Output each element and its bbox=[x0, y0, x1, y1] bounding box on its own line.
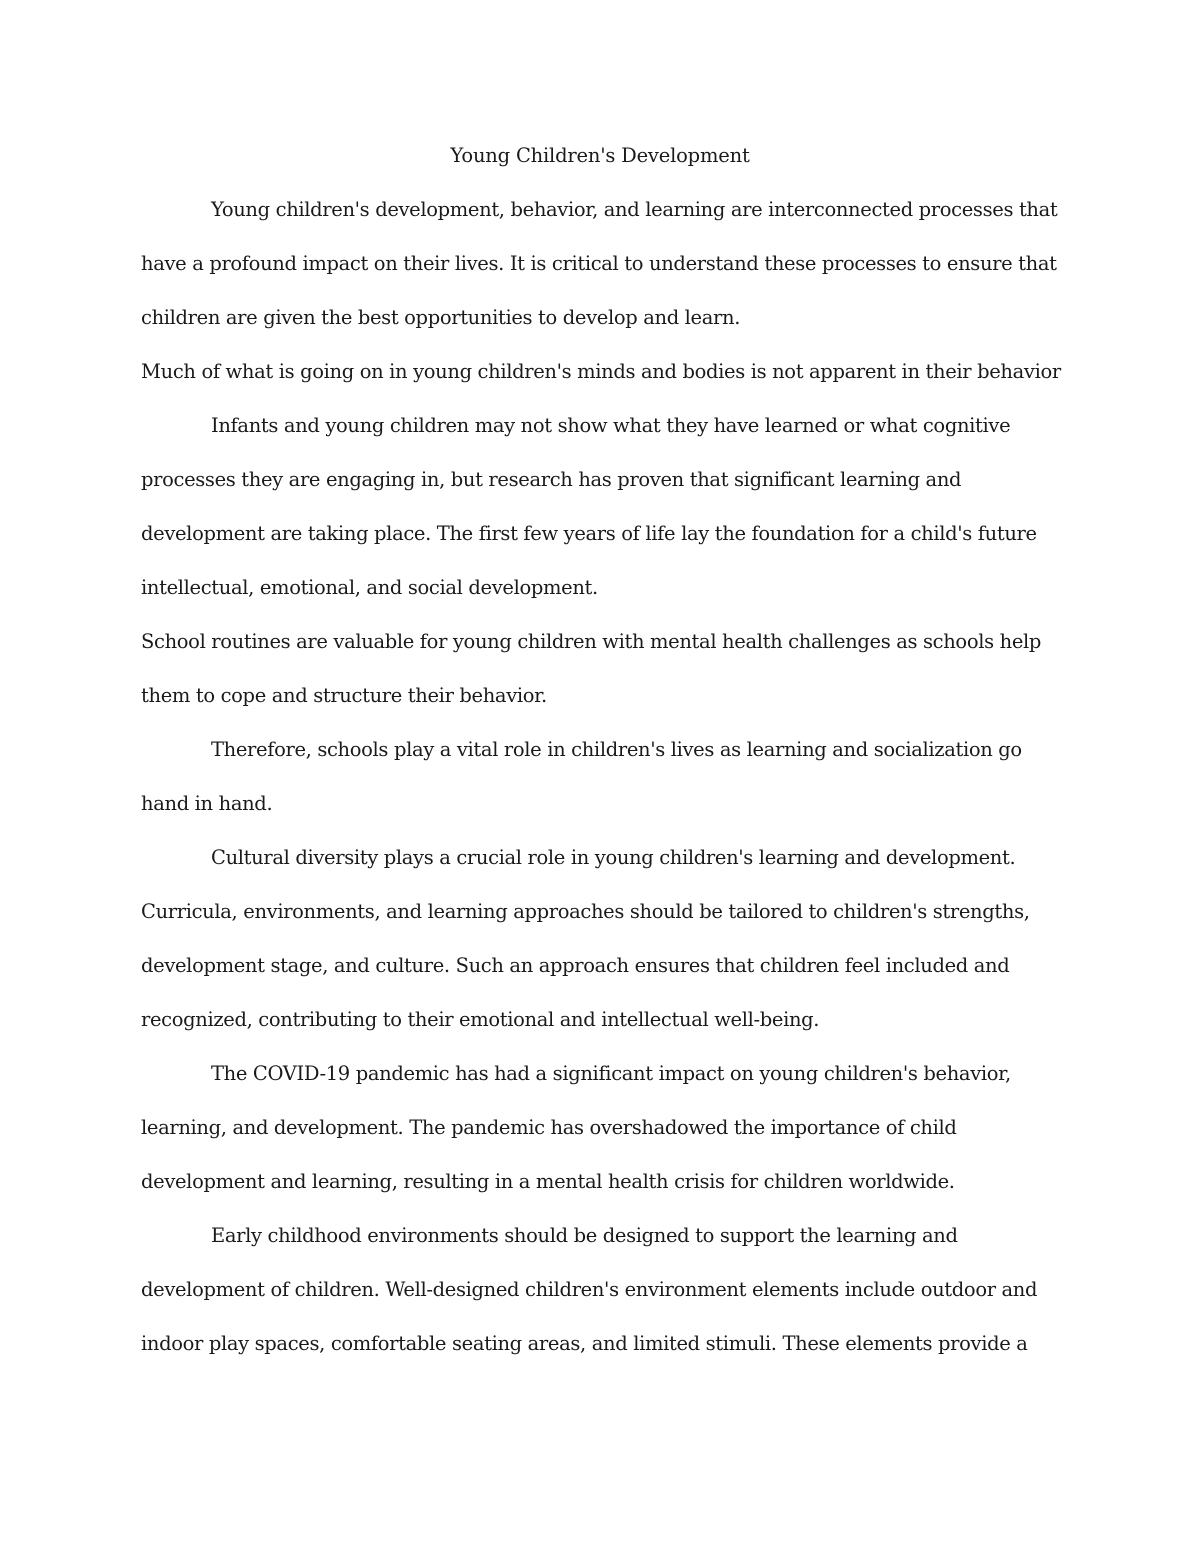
paragraph-3-line-4: intellectual, emotional, and social development. bbox=[141, 576, 598, 599]
paragraph-3-line-2: processes they are engaging in, but research has proven that significant learning and bbox=[141, 468, 962, 491]
paragraph-6-line-1: Cultural diversity plays a crucial role in young children's learning and development. bbox=[211, 846, 1016, 869]
paragraph-7-line-1: The COVID-19 pandemic has had a significant impact on young children's behavior, bbox=[211, 1062, 1011, 1085]
paragraph-8-line-3: indoor play spaces, comfortable seating areas, and limited stimuli. These elements provide a bbox=[141, 1332, 1028, 1355]
paragraph-8-line-1: Early childhood environments should be designed to support the learning and bbox=[211, 1224, 958, 1247]
paragraph-6-line-2: Curricula, environments, and learning approaches should be tailored to children's strengths, bbox=[141, 900, 1030, 923]
document-title: Young Children's Development bbox=[450, 144, 750, 167]
paragraph-5-line-2: hand in hand. bbox=[141, 792, 273, 815]
paragraph-1-line-3: children are given the best opportunities to develop and learn. bbox=[141, 306, 741, 329]
paragraph-4-line-2: them to cope and structure their behavior. bbox=[141, 684, 547, 707]
paragraph-7-line-2: learning, and development. The pandemic has overshadowed the importance of child bbox=[141, 1116, 957, 1139]
paragraph-3-line-1: Infants and young children may not show what they have learned or what cognitive bbox=[211, 414, 1011, 437]
paragraph-4-line-1: School routines are valuable for young children with mental health challenges as schools help bbox=[141, 630, 1042, 653]
paragraph-7-line-3: development and learning, resulting in a mental health crisis for children worldwide. bbox=[141, 1170, 955, 1193]
paragraph-8-line-2: development of children. Well-designed children's environment elements include outdoor and bbox=[141, 1278, 1038, 1301]
paragraph-1-line-1: Young children's development, behavior, and learning are interconnected processes that bbox=[211, 198, 1058, 221]
paragraph-6-line-4: recognized, contributing to their emotional and intellectual well-being. bbox=[141, 1008, 820, 1031]
paragraph-6-line-3: development stage, and culture. Such an approach ensures that children feel included and bbox=[141, 954, 1010, 977]
paragraph-5-line-1: Therefore, schools play a vital role in children's lives as learning and socialization go bbox=[211, 738, 1022, 761]
paragraph-3-line-3: development are taking place. The first few years of life lay the foundation for a child's future bbox=[141, 522, 1037, 545]
paragraph-1-line-2: have a profound impact on their lives. It is critical to understand these processes to ensure that bbox=[141, 252, 1057, 275]
paragraph-2-line-1: Much of what is going on in young children's minds and bodies is not apparent in their behavior bbox=[141, 360, 1061, 383]
